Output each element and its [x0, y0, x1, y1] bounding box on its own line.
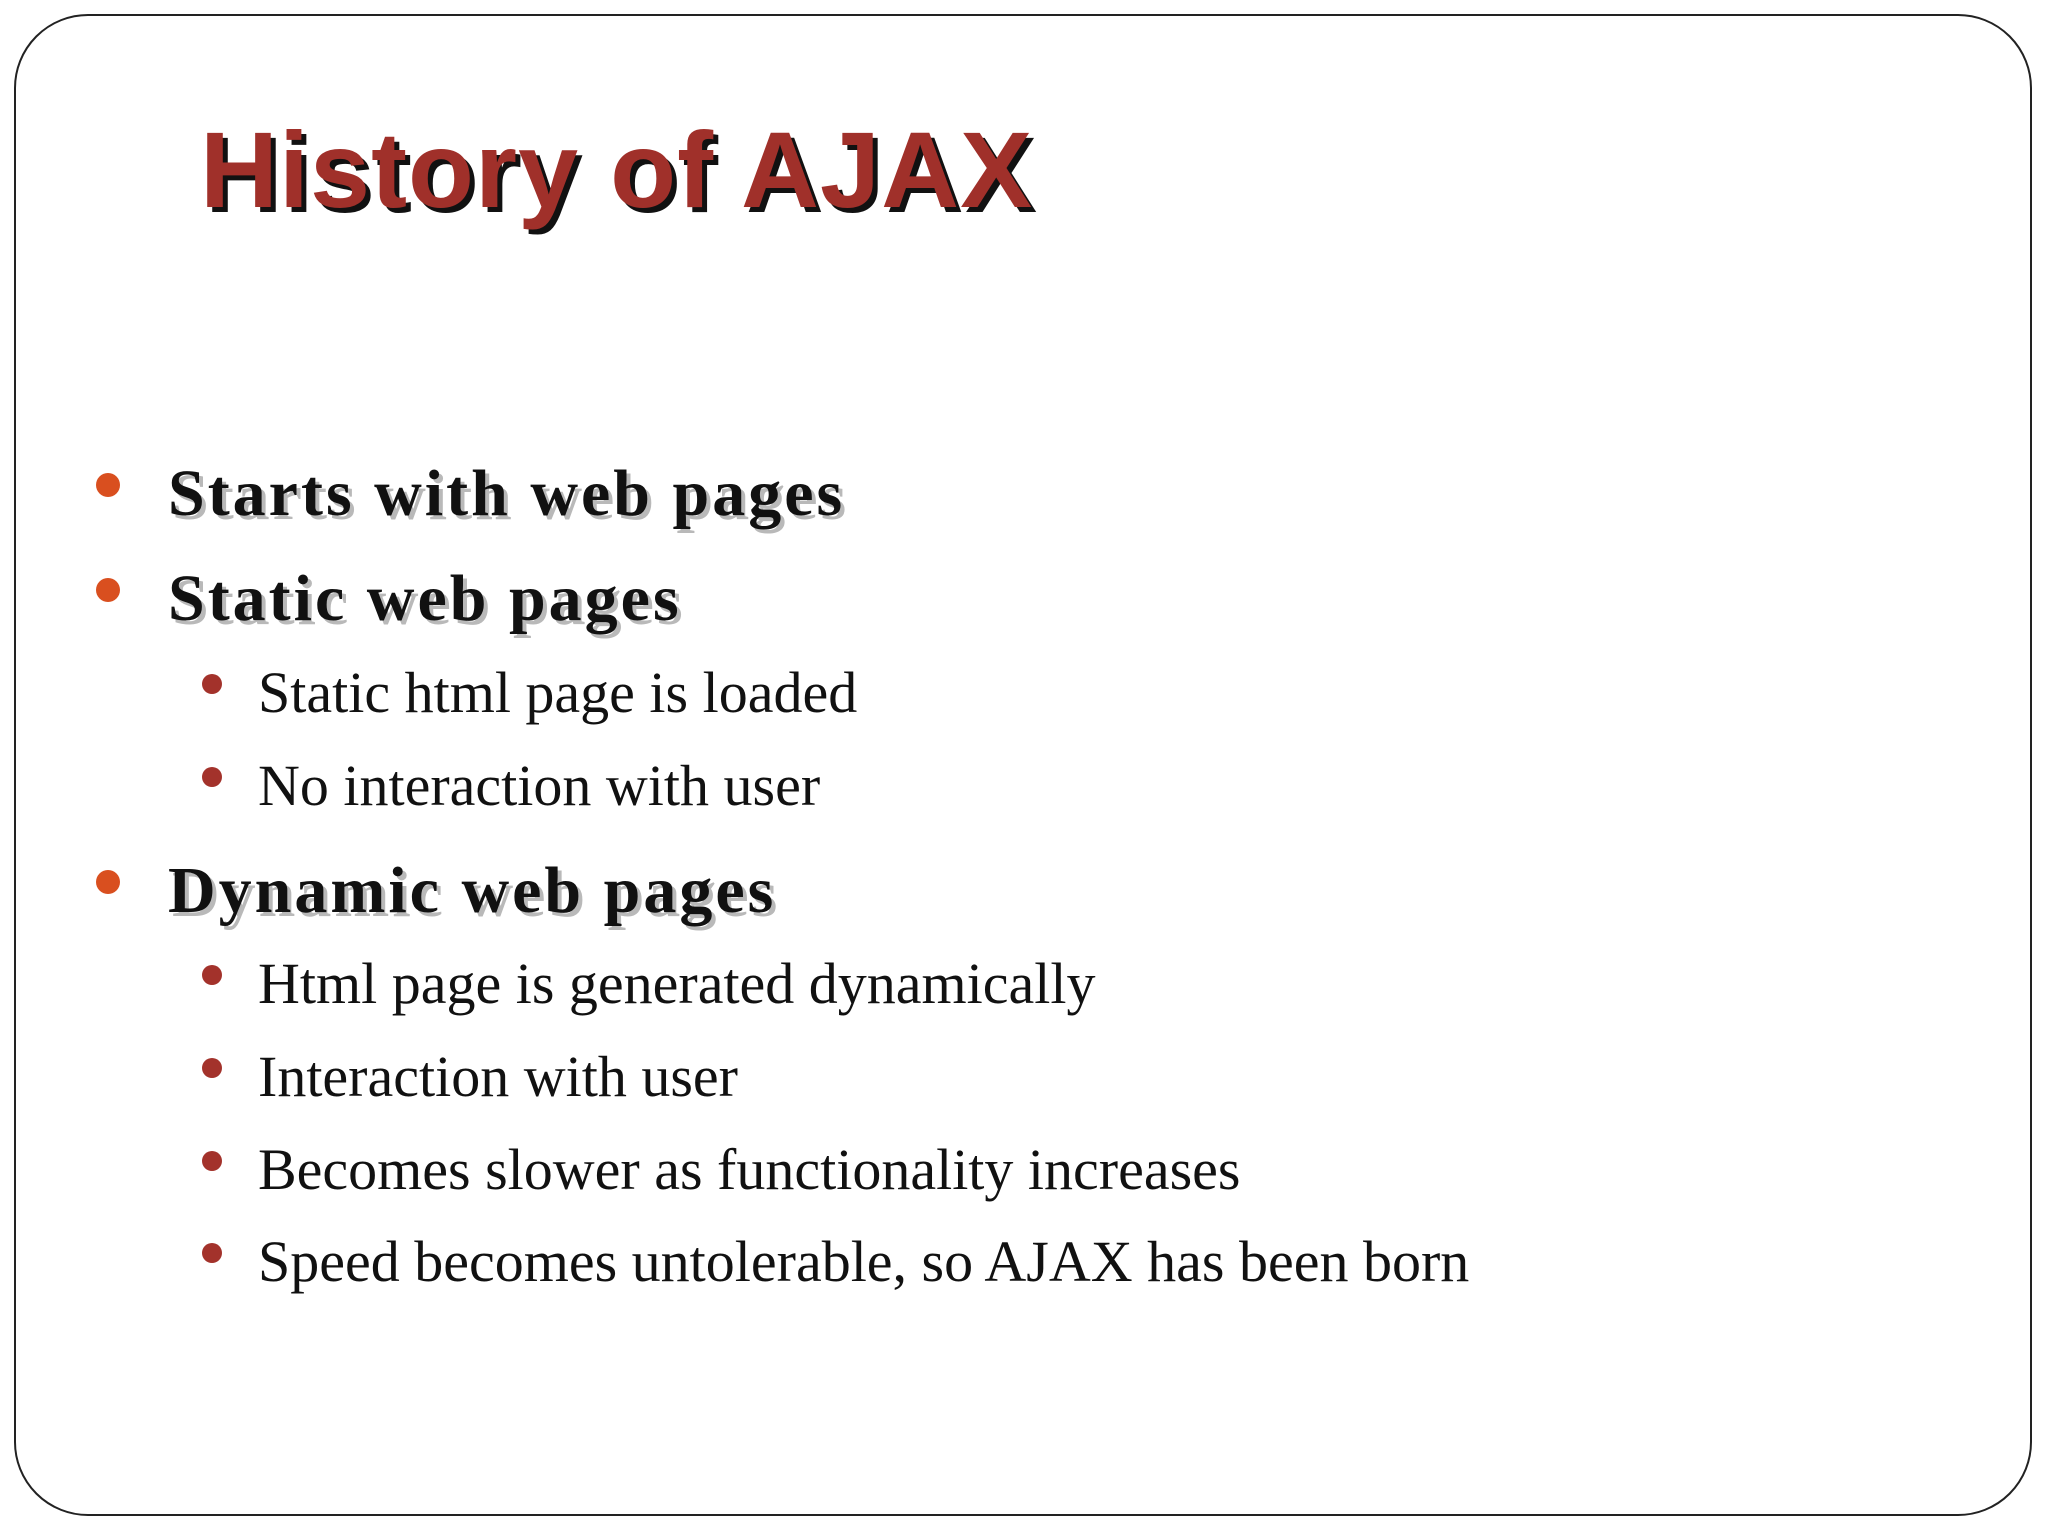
bullet-text: Static web pages [168, 562, 682, 635]
sub-bullet-text: No interaction with user [258, 753, 821, 818]
sub-bullet-text: Becomes slower as functionality increases [258, 1137, 1241, 1202]
bullet-dot-icon [96, 473, 120, 497]
sub-bullet-item [258, 951, 1096, 1016]
sub-bullet-dot-icon [202, 674, 222, 694]
slide-title: History of AJAX [200, 109, 1034, 230]
bullet-item [168, 457, 846, 530]
sub-bullet-text: Static html page is loaded [258, 660, 858, 725]
sub-bullet-dot-icon [202, 1243, 222, 1263]
sub-bullet-item [258, 753, 821, 818]
bullet-text: Dynamic web pages [168, 854, 777, 927]
sub-bullet-dot-icon [202, 1058, 222, 1078]
bullet-text: Starts with web pages [168, 457, 846, 530]
sub-bullet-dot-icon [202, 1151, 222, 1171]
slide-frame [14, 14, 2032, 1516]
sub-bullet-text: Html page is generated dynamically [258, 951, 1096, 1016]
sub-bullet-text: Speed becomes untolerable, so AJAX has been born [258, 1229, 1470, 1294]
bullet-dot-icon [96, 578, 120, 602]
bullet-item [168, 854, 777, 927]
bullet-item [168, 562, 682, 635]
sub-bullet-item [258, 1229, 1470, 1294]
sub-bullet-dot-icon [202, 767, 222, 787]
sub-bullet-text: Interaction with user [258, 1044, 738, 1109]
sub-bullet-dot-icon [202, 965, 222, 985]
sub-bullet-item [258, 660, 858, 725]
sub-bullet-item [258, 1044, 738, 1109]
sub-bullet-item [258, 1137, 1241, 1202]
bullet-dot-icon [96, 870, 120, 894]
